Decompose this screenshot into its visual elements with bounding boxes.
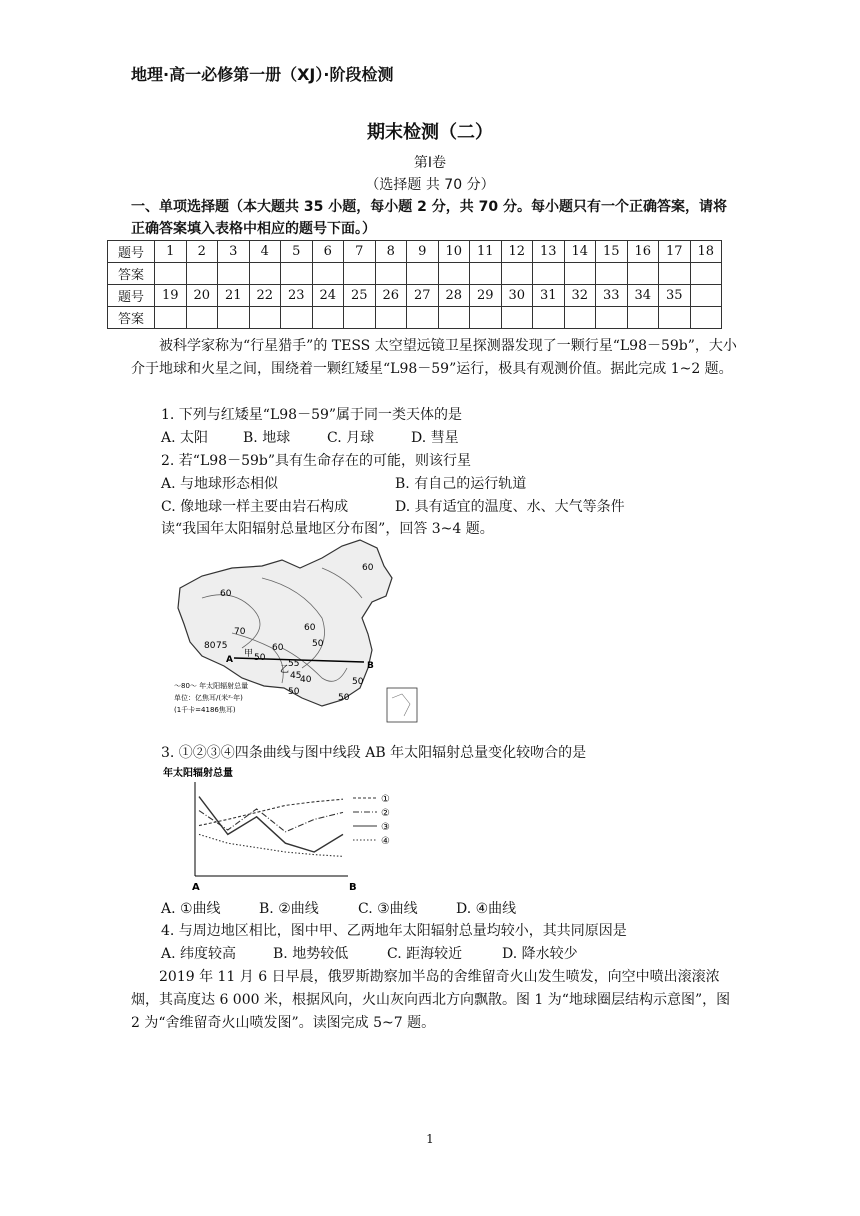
question-1-option-d: D. 彗星 (411, 430, 459, 446)
answer-cell[interactable] (564, 307, 596, 329)
table-row-answers-1 (108, 263, 722, 285)
question-3-option-c: C. ③曲线 (358, 901, 418, 917)
answer-cell[interactable] (312, 263, 344, 285)
question-2-option-b: B. 有自己的运行轨道 (395, 476, 527, 492)
answer-cell[interactable] (659, 307, 691, 329)
answer-cell[interactable] (501, 263, 533, 285)
answer-cell[interactable] (596, 307, 628, 329)
label-question-number: 题号 (108, 285, 155, 307)
question-number-cell: 11 (470, 241, 502, 263)
series-line-3 (199, 797, 343, 852)
series-line-2 (199, 809, 343, 832)
question-number-cell: 12 (501, 241, 533, 263)
answer-cell[interactable] (344, 263, 376, 285)
question-number-cell: 3 (218, 241, 250, 263)
question-number-cell: 33 (596, 285, 628, 307)
answer-cell[interactable] (501, 307, 533, 329)
contour-label: 60 (362, 563, 374, 573)
contour-label: 50 (288, 687, 300, 697)
exam-title: 期末检测（二） (367, 122, 493, 143)
contour-label: 80 (204, 641, 216, 651)
answer-cell[interactable] (659, 263, 691, 285)
question-4-option-a: A. 纬度较高 (161, 946, 237, 962)
question-number-cell: 25 (344, 285, 376, 307)
question-2-option-a: A. 与地球形态相似 (161, 476, 279, 492)
intro-paragraph-2: 读“我国年太阳辐射总量地区分布图”，回答 3~4 题。 (161, 521, 494, 537)
question-number-cell: 29 (470, 285, 502, 307)
contour-label: 60 (220, 589, 232, 599)
question-number-cell: 20 (186, 285, 218, 307)
answer-cell[interactable] (375, 307, 407, 329)
radiation-line-chart (163, 766, 403, 900)
question-number-cell: 27 (407, 285, 439, 307)
question-number-cell: 30 (501, 285, 533, 307)
contour-label: 60 (304, 623, 316, 633)
answer-cell[interactable] (438, 307, 470, 329)
label-answer: 答案 (108, 307, 155, 329)
question-3-stem: 3. ①②③④四条曲线与图中线段 AB 年太阳辐射总量变化较吻合的是 (161, 745, 587, 761)
answer-cell[interactable] (186, 263, 218, 285)
question-number-cell: 8 (375, 241, 407, 263)
answer-cell[interactable] (596, 263, 628, 285)
answer-cell[interactable] (375, 263, 407, 285)
legend-label-4: ④ (381, 836, 390, 847)
south-china-sea-inset (387, 688, 417, 722)
answer-cell[interactable] (155, 307, 187, 329)
question-number-cell: 18 (690, 241, 722, 263)
answer-cell[interactable] (218, 263, 250, 285)
question-1-option-c: C. 月球 (327, 430, 375, 446)
answer-cell[interactable] (281, 263, 313, 285)
label-question-number: 题号 (108, 241, 155, 263)
answer-cell[interactable] (470, 263, 502, 285)
question-number-cell: 7 (344, 241, 376, 263)
answer-cell[interactable] (533, 263, 565, 285)
map-legend: ～80～ 年太阳辐射总量 (174, 682, 249, 690)
map-note: (1千卡=4186焦耳) (174, 706, 236, 714)
question-number-cell: 5 (281, 241, 313, 263)
series-line-4 (199, 834, 343, 856)
intro-paragraph-3: 2019 年 11 月 6 日早晨，俄罗斯勘察加半岛的舍维留奇火山发生喷发，向空中喷出滚滚浓烟，其高度达 6 000 米，根据风向，火山灰向西北方向飘散。图 1 为“地球圈层结构示意图”，图 2 为“舍维留奇火山喷发图”。读图完成 5~7 题。 (131, 969, 731, 1031)
answer-cell[interactable] (438, 263, 470, 285)
answer-cell[interactable] (407, 263, 439, 285)
question-number-cell: 1 (155, 241, 187, 263)
answer-cell[interactable] (155, 263, 187, 285)
point-b-label: B (367, 661, 374, 671)
answer-cell[interactable] (249, 263, 281, 285)
question-number-cell: 15 (596, 241, 628, 263)
question-number-cell: 14 (564, 241, 596, 263)
question-number-cell: 10 (438, 241, 470, 263)
point-a-label: A (226, 655, 233, 665)
point-jia-label: 甲 (244, 649, 254, 659)
answer-cell[interactable] (186, 307, 218, 329)
section-instructions: 一、单项选择题（本大题共 35 小题，每小题 2 分，共 70 分。每小题只有一个正确答案，请将正确答案填入表格中相应的题号下面。） (131, 199, 727, 237)
question-number-cell: 13 (533, 241, 565, 263)
question-number-cell: 32 (564, 285, 596, 307)
question-2-option-d: D. 具有适宜的温度、水、大气等条件 (395, 499, 625, 515)
legend-label-2: ② (381, 808, 390, 819)
question-number-cell: 17 (659, 241, 691, 263)
contour-label: 50 (312, 639, 324, 649)
question-number-cell: 2 (186, 241, 218, 263)
question-4-option-b: B. 地势较低 (273, 946, 349, 962)
table-row-numbers-2 (108, 285, 722, 307)
legend-label-1: ① (381, 794, 390, 805)
question-number-cell: 9 (407, 241, 439, 263)
question-number-cell: 35 (659, 285, 691, 307)
x-start-label: A (192, 882, 200, 893)
map-unit: 单位：亿焦耳/(米²·年) (174, 694, 243, 702)
contour-label: 55 (288, 659, 300, 669)
answer-cell[interactable] (407, 307, 439, 329)
question-number-cell: 16 (627, 241, 659, 263)
question-4-stem: 4. 与周边地区相比，图中甲、乙两地年太阳辐射总量均较小，其共同原因是 (161, 923, 627, 939)
document-header: 地理·高一必修第一册（XJ）·阶段检测 (131, 65, 394, 84)
question-number-cell: 24 (312, 285, 344, 307)
question-3-option-a: A. ①曲线 (161, 901, 221, 917)
question-1-stem: 1. 下列与红矮星“L98－59”属于同一类天体的是 (161, 407, 463, 423)
question-3-option-b: B. ②曲线 (259, 901, 319, 917)
answer-cell[interactable] (533, 307, 565, 329)
answer-cell[interactable] (218, 307, 250, 329)
answer-cell[interactable] (344, 307, 376, 329)
question-2-stem: 2. 若“L98－59b”具有生命存在的可能，则该行星 (161, 453, 472, 469)
question-number-cell: 4 (249, 241, 281, 263)
answer-cell[interactable] (470, 307, 502, 329)
answer-cell[interactable] (690, 307, 722, 329)
question-1-option-b: B. 地球 (243, 430, 291, 446)
question-1-option-a: A. 太阳 (161, 430, 209, 446)
question-number-cell: 22 (249, 285, 281, 307)
contour-label: 60 (272, 643, 284, 653)
question-3-option-d: D. ④曲线 (456, 901, 517, 917)
page-number: 1 (426, 1132, 434, 1146)
question-number-cell: 6 (312, 241, 344, 263)
legend-label-3: ③ (381, 822, 390, 833)
question-number-cell: 21 (218, 285, 250, 307)
question-number-cell: 23 (281, 285, 313, 307)
contour-label: 70 (234, 627, 246, 637)
label-answer: 答案 (108, 263, 155, 285)
volume-title: 第Ⅰ卷 (413, 155, 447, 171)
intro-paragraph-1: 被科学家称为“行星猎手”的 TESS 太空望远镜卫星探测器发现了一颗行星“L98－59b”，大小介于地球和火星之间，围绕着一颗红矮星“L98－59”运行，极具有观测价值。据此完成 1~2 题。 (131, 338, 737, 377)
question-number-cell: 26 (375, 285, 407, 307)
answer-cell[interactable] (627, 307, 659, 329)
answer-cell[interactable] (312, 307, 344, 329)
table-row-answers-2 (108, 307, 722, 329)
point-yi-label: 乙 (280, 665, 290, 675)
question-4-option-c: C. 距海较近 (387, 946, 463, 962)
solar-radiation-map (172, 538, 432, 728)
question-number-cell: 28 (438, 285, 470, 307)
question-number-cell: 31 (533, 285, 565, 307)
contour-label: 40 (300, 675, 312, 685)
contour-label: 45 (290, 671, 302, 681)
answer-cell[interactable] (690, 263, 722, 285)
answer-cell[interactable] (249, 307, 281, 329)
x-end-label: B (349, 882, 357, 893)
question-4-option-d: D. 降水较少 (502, 946, 578, 962)
series-line-1 (199, 799, 343, 825)
contour-label: 75 (216, 641, 228, 651)
contour-label: 50 (352, 677, 364, 687)
answer-cell[interactable] (564, 263, 596, 285)
question-number-cell: 19 (155, 285, 187, 307)
answer-cell[interactable] (627, 263, 659, 285)
contour-label: 50 (338, 693, 350, 703)
contour-label: 50 (254, 653, 266, 663)
answer-table (107, 240, 722, 329)
answer-cell[interactable] (281, 307, 313, 329)
volume-subtitle: （选择题 共 70 分） (365, 177, 495, 193)
question-number-cell (690, 285, 722, 307)
table-row-numbers-1 (108, 241, 722, 263)
chart-ylabel: 年太阳辐射总量 (163, 768, 233, 779)
question-2-option-c: C. 像地球一样主要由岩石构成 (161, 499, 349, 515)
question-number-cell: 34 (627, 285, 659, 307)
